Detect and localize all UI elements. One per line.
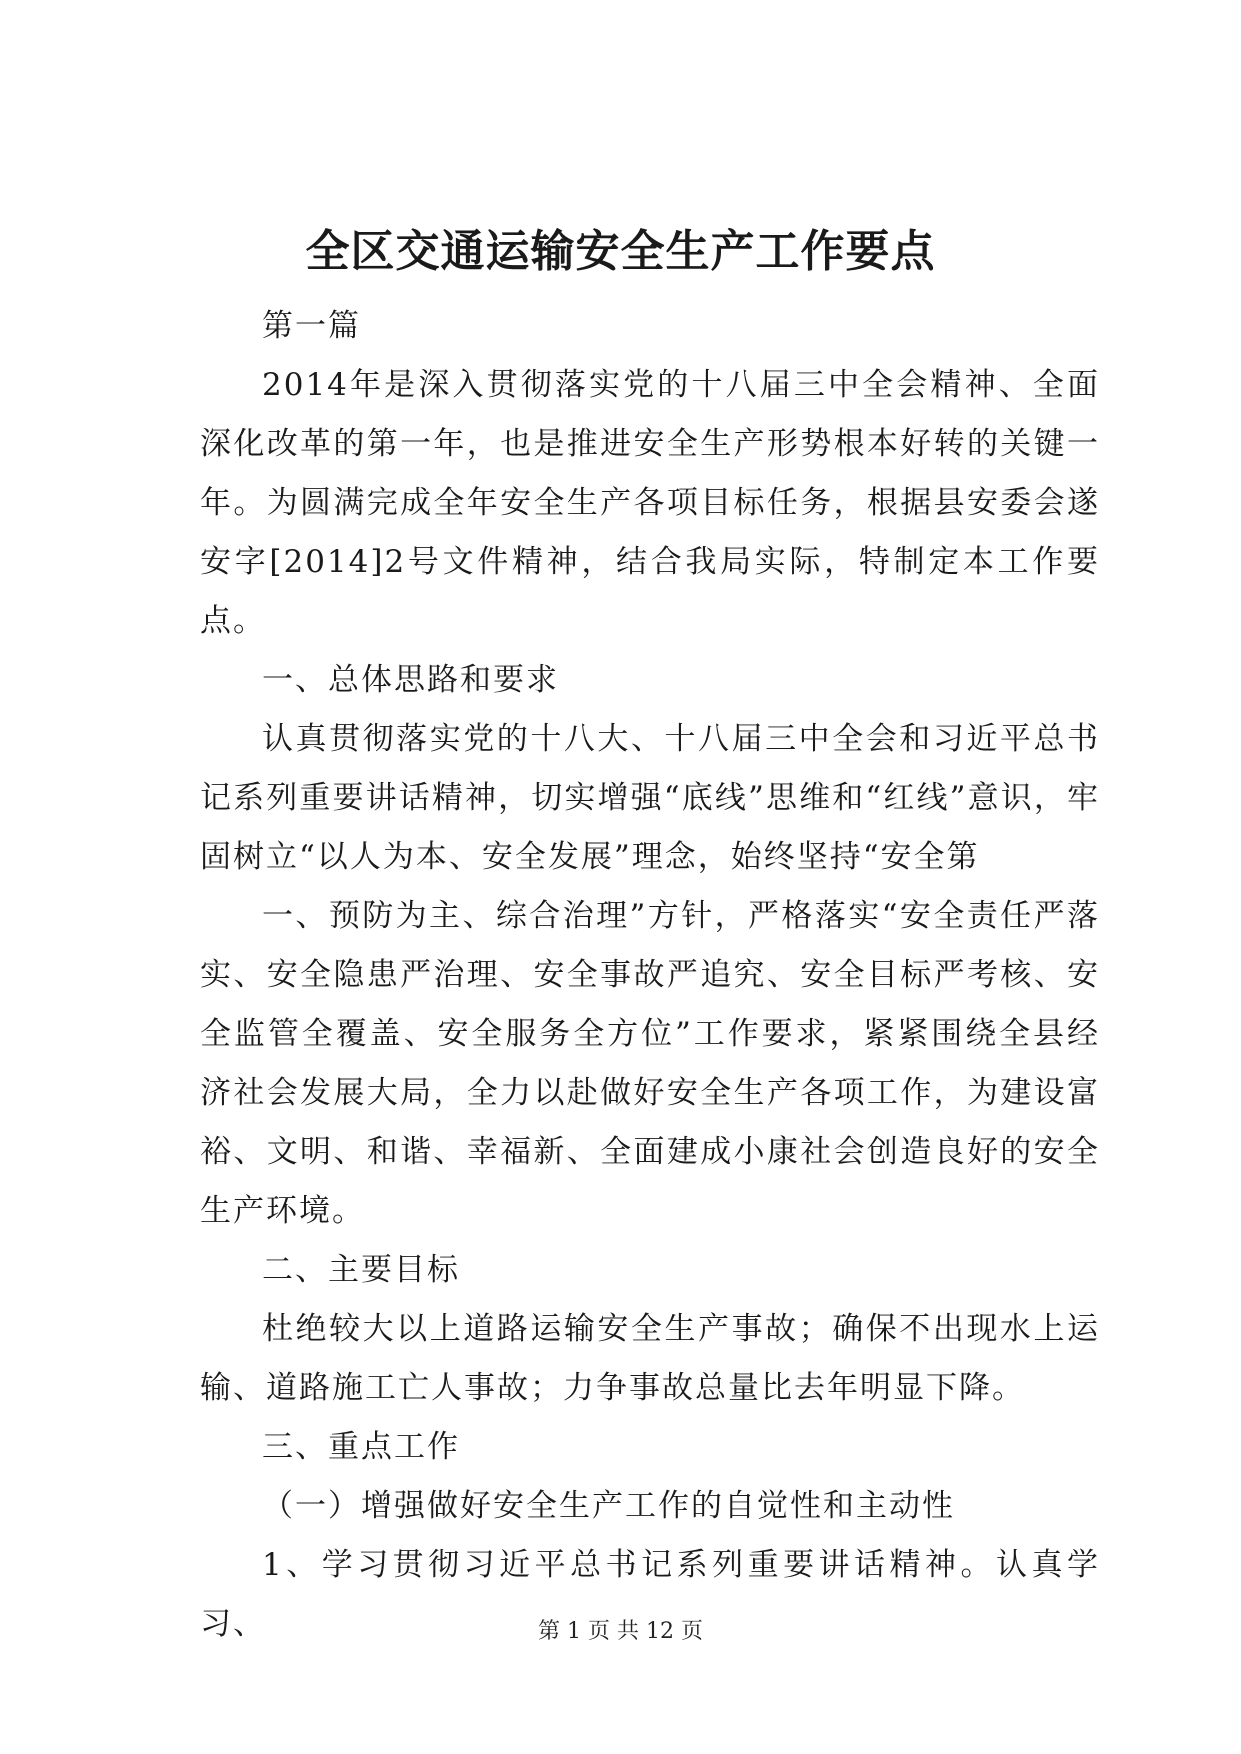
approach-paragraph: 认真贯彻落实党的十八大、十八届三中全会和习近平总书记系列重要讲话精神，切实增强“底线”思维和“红线”意识，牢固树立“以人为本、安全发展”理念，始终坚持“安全第	[200, 721, 1100, 875]
subheading-awareness: （一）增强做好安全生产工作的自觉性和主动性	[262, 1488, 955, 1524]
document-body	[200, 297, 1100, 1654]
goals-paragraph: 杜绝较大以上道路运输安全生产事故；确保不出现水上运输、道路施工亡人事故；力争事故总量比去年明显下降。	[200, 1311, 1100, 1406]
heading-key-work: 三、重点工作	[262, 1429, 460, 1465]
document-title: 全区交通运输安全生产工作要点	[305, 226, 936, 277]
section-label: 第一篇	[262, 308, 361, 344]
page-number-footer: 第 1 页 共 12 页	[538, 1619, 703, 1644]
intro-paragraph: 2014年是深入贯彻落实党的十八届三中全会精神、全面深化改革的第一年，也是推进安全生产形势根本好转的关键一年。为圆满完成全年安全生产各项目标任务，根据县安委会遂安字[2014]2号文件精神，结合我局实际，特制定本工作要点。	[200, 367, 1100, 639]
heading-main-goals: 二、主要目标	[262, 1252, 460, 1288]
heading-general-approach: 一、总体思路和要求	[262, 662, 559, 698]
item-1-paragraph: 1、学习贯彻习近平总书记系列重要讲话精神。认真学习、	[200, 1547, 1100, 1642]
approach-paragraph-continued: 一、预防为主、综合治理”方针，严格落实“安全责任严落实、安全隐患严治理、安全事故严追究、安全目标严考核、安全监管全覆盖、安全服务全方位”工作要求，紧紧围绕全县经济社会发展大局，全力以赴做好安全生产各项工作，为建设富裕、文明、和谐、幸福新、全面建成小康社会创造良好的安全生产环境。	[200, 898, 1100, 1229]
